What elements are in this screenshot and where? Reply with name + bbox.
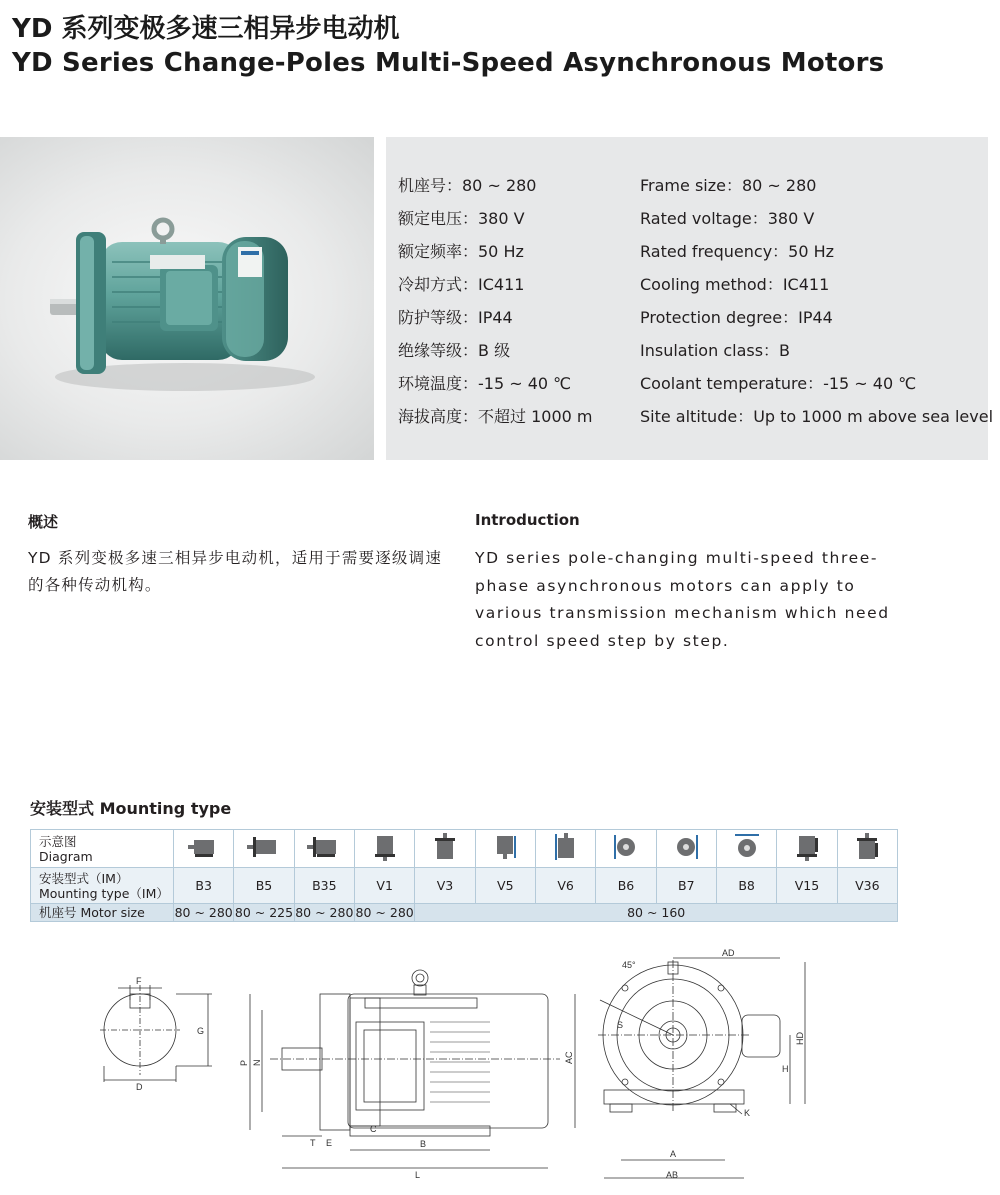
diagram-label-cn: 示意图 [39, 833, 77, 849]
spec-en: Rated voltage：380 V [640, 209, 815, 228]
dim-label-n: N [252, 1059, 262, 1066]
mount-icon-b8 [716, 830, 776, 868]
product-photo [0, 137, 374, 460]
spec-en: Cooling method：IC411 [640, 275, 830, 294]
motor-wall-side-reverse-icon [666, 832, 706, 862]
mount-icon-v15 [777, 830, 837, 868]
spec-en: Frame size：80 ~ 280 [640, 176, 817, 195]
spec-row-rated-frequency [386, 239, 988, 272]
mounting-title: 安装型式 Mounting type [30, 799, 232, 818]
type-label-en: Mounting type（IM） [39, 885, 169, 901]
type-label [31, 868, 174, 904]
dim-label-b: B [420, 1139, 427, 1149]
spec-en: Rated frequency：50 Hz [640, 242, 835, 261]
type-cell: V36 [837, 868, 897, 904]
front-view-drawing [598, 948, 805, 1180]
motor-vertical-wall-icon [485, 832, 525, 862]
dim-label-p: P [239, 1059, 249, 1066]
spec-row-protection-degree [386, 305, 988, 338]
side-view-drawing [239, 970, 575, 1180]
spec-cn: 防护等级：IP44 [398, 308, 513, 327]
motor-flange-icon [244, 832, 284, 862]
spec-cn: 额定电压：380 V [398, 209, 525, 228]
spec-row-rated-voltage [386, 206, 988, 239]
dim-label-ac: AC [564, 1051, 574, 1064]
dim-label-g: G [197, 1026, 205, 1036]
size-cell: 80 ~ 225 [234, 905, 294, 920]
dim-label-h: H [782, 1064, 789, 1074]
type-cell: V5 [475, 868, 535, 904]
spec-row-site-altitude [386, 404, 994, 437]
spec-row-cooling-method [386, 272, 988, 305]
type-cell: B8 [716, 868, 776, 904]
spec-cn: 海拔高度：不超过 1000 m [398, 407, 593, 426]
type-cell: B3 [174, 868, 234, 904]
dimension-drawings [0, 940, 1000, 1195]
dim-label-l: L [415, 1170, 421, 1180]
spec-cn: 冷却方式：IC411 [398, 275, 525, 294]
mount-icon-v1 [354, 830, 414, 868]
motor-illustration [0, 137, 374, 460]
type-cell: V1 [354, 868, 414, 904]
motor-vertical-foot-icon [787, 832, 827, 862]
type-cell: V6 [535, 868, 595, 904]
size-cell: 80 ~ 280 [174, 905, 233, 920]
spec-cn: 机座号：80 ~ 280 [398, 176, 537, 195]
motor-vertical-up-icon [425, 832, 465, 862]
diagram-row [31, 830, 898, 868]
mount-icon-b35 [294, 830, 354, 868]
size-cell: 80 ~ 280 [295, 905, 354, 920]
dim-label-s: S [617, 1020, 624, 1030]
dim-label-a: A [670, 1149, 677, 1159]
mounting-table [30, 829, 898, 922]
type-cell: B35 [294, 868, 354, 904]
diagram-label-en: Diagram [39, 848, 93, 864]
spec-row-frame-size [386, 173, 988, 206]
motor-vertical-down-icon [365, 832, 405, 862]
dim-label-k: K [744, 1108, 751, 1118]
motor-flange-foot-icon [304, 832, 344, 862]
motor-vertical-foot-up-icon [847, 832, 887, 862]
mount-icon-b6 [596, 830, 656, 868]
spec-row-insulation-class [386, 338, 988, 371]
size-cell: 80 ~ 280 [355, 905, 414, 920]
dim-label-ad: AD [722, 948, 735, 958]
type-label-cn: 安装型式（IM） [39, 870, 129, 886]
mounting-type-row [31, 868, 898, 904]
motor-wall-side-icon [606, 832, 646, 862]
shaft-section-drawing [100, 976, 212, 1092]
spec-cn: 环境温度：-15 ~ 40 ℃ [398, 374, 572, 393]
angle-label: 45° [622, 960, 636, 970]
intro-text-cn: YD 系列变极多速三相异步电动机，适用于需要逐级调速的各种传动机构。 [28, 549, 443, 594]
mount-icon-b5 [234, 830, 294, 868]
size-cell-merged: 80 ~ 160 [415, 904, 898, 922]
spec-cn: 绝缘等级：B 级 [398, 341, 511, 360]
dim-label-c: C [370, 1124, 377, 1134]
spec-en: Coolant temperature：-15 ~ 40 ℃ [640, 374, 917, 393]
spec-row-coolant-temperature [386, 371, 988, 404]
dimension-drawing-svg [0, 940, 1000, 1195]
size-label: 机座号 Motor size [31, 904, 174, 922]
mount-icon-b7 [656, 830, 716, 868]
type-cell: B6 [596, 868, 656, 904]
page-title-en: YD Series Change-Poles Multi-Speed Asynchronous Motors [12, 48, 885, 78]
spec-en: Insulation class：B [640, 341, 791, 360]
dim-label-hd: HD [795, 1032, 805, 1045]
intro-text-en: YD series pole-changing multi-speed three-phase asynchronous motors can apply to various transmission mechanism which need control speed step by step. [475, 549, 890, 650]
spec-en: Site altitude：Up to 1000 m above sea level [640, 407, 994, 426]
type-cell: V3 [415, 868, 475, 904]
type-cell: B5 [234, 868, 294, 904]
diagram-label [31, 830, 174, 868]
motor-size-row [31, 904, 898, 922]
mount-icon-v3 [415, 830, 475, 868]
type-cell: B7 [656, 868, 716, 904]
mount-icon-v6 [535, 830, 595, 868]
type-cell: V15 [777, 868, 837, 904]
spec-cn: 额定频率：50 Hz [398, 242, 524, 261]
intro-heading-cn: 概述 [28, 513, 59, 531]
mount-icon-v36 [837, 830, 897, 868]
page-title-cn: YD 系列变极多速三相异步电动机 [12, 14, 400, 44]
mount-icon-v5 [475, 830, 535, 868]
motor-horizontal-icon [184, 832, 224, 862]
mount-icon-b3 [174, 830, 234, 868]
dim-label-ab: AB [666, 1170, 679, 1180]
dim-label-d: D [136, 1082, 143, 1092]
motor-vertical-wall-up-icon [546, 832, 586, 862]
spec-panel [386, 137, 994, 460]
intro-heading-en: Introduction [475, 511, 580, 529]
motor-ceiling-icon [727, 832, 767, 862]
spec-en: Protection degree：IP44 [640, 308, 833, 327]
dim-label-t: T [310, 1138, 316, 1148]
dim-label-f: F [136, 976, 142, 986]
dim-label-e: E [326, 1138, 333, 1148]
